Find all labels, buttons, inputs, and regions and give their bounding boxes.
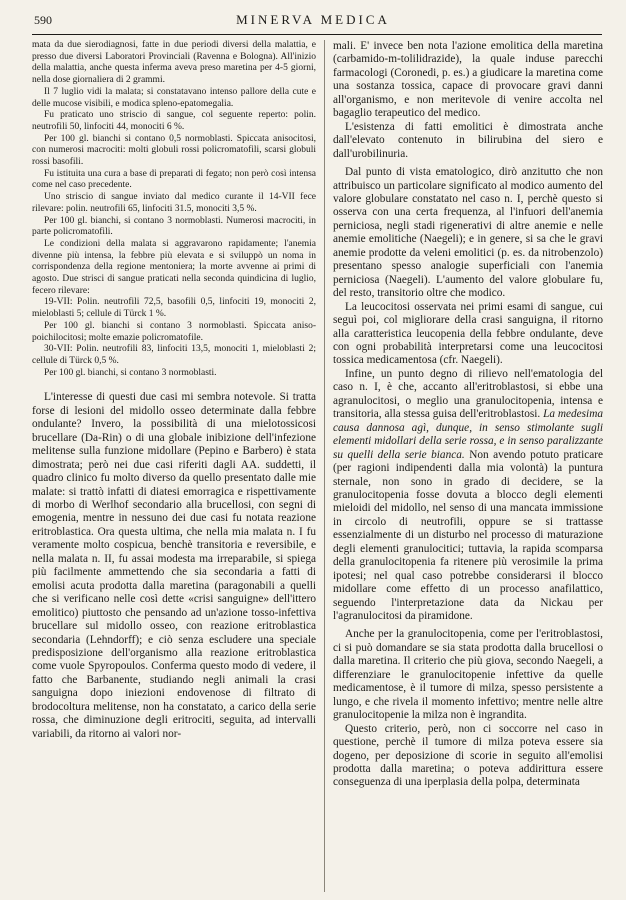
case-report-block — [32, 40, 316, 379]
page-number: 590 — [34, 13, 52, 27]
case-paragraph: Il 7 luglio vidi la malata; si constatavano intenso pallore della cute e delle mucose visibili, e modica spleno-epatomegalia. — [32, 86, 316, 109]
case-paragraph: 19-VII: Polin. neutrofili 72,5, basofili 0,5, linfociti 19, monociti 2, mieloblasti 5; cellule di Türck 1 %. — [32, 297, 316, 320]
page-header — [0, 0, 626, 40]
right-column — [333, 40, 603, 790]
discussion-block — [32, 391, 316, 741]
left-column — [32, 40, 316, 741]
case-paragraph: Per 100 gl. bianchi si contano 3 normoblasti. Spiccata aniso-poichilocitosi; molte emazie policromatofile. — [32, 320, 316, 343]
case-paragraph: Per 100 gl. bianchi, si contano 3 normoblasti. Numerosi macrociti, in parte policromatofili. — [32, 215, 316, 238]
header-rule — [32, 34, 602, 35]
body-sentence: Infine, un punto degno di rilievo nell'ematologia del caso n. I, è che, accanto all'eritroblastosi, si ebbe una agranulocitosi, o meglio una granulocitopenia, intensa e transitoria, alla stessa guisa dell'eritroblastosi. — [333, 367, 603, 421]
body-paragraph: Questo criterio, però, non ci soccorre nel caso in questione, perchè il tumore di milza poteva essere sia dogeno, per deposizione di scorie in seguito all'emolisi prodotta dalla maretina; o poteva addirittura essere conseguenza di una iperplasia della polpa, determinata — [333, 722, 603, 789]
italic-sentence: La medesima causa dannosa agì, dunque, in senso stimolante sugli elementi midollari della serie rossa, e in senso paralizzante su quelli della serie bianca. — [333, 408, 603, 461]
section-gap — [32, 379, 316, 391]
case-paragraph: Fu istituita una cura a base di preparati di fegato; non però così intensa come nel caso precedente. — [32, 168, 316, 191]
case-paragraph: Fu praticato uno striscio di sangue, col seguente reperto: polin. neutrofili 50, linfociti 44, monociti 6 %. — [32, 110, 316, 132]
body-sentence: Non avendo potuto praticare (per ragioni indipendenti dalla mia volontà) la puntura sternale, non sono in grado di decidere, se la granulocitopenia fosse dovuta a blocco degli elementi mieloidi del midollo, nel senso di una mancata immissione in circolo di neutrofili, oppure se si trattasse essenzialmente di un disturbo nel processo di maturazione degli elementi granulocitici; tuttavia, la rapida scomparsa della granulocitopenia fa ritenere più verosimile la prima ipotesi; nel qual caso potrebbe considerarsi il blocco midollare come effetto di un processo anafilattico, seguendo l'interpretazione data da Nickau per l'agranulocitosi da piramidone. — [333, 448, 604, 623]
body-paragraph: mali. E' invece ben nota l'azione emolitica della maretina (carbamido-m-tolilidrazide), la quale induse parecchi farmacologi (Coronedi, p. es.) a giudicare la maretina come una sostanza tossica, capace di provocare gravi danni all'organismo, e non meritevole di venire accolta nel bagaglio terapeutico del medico. — [333, 40, 603, 120]
case-paragraph: 30-VII: Polin. neutrofili 83, linfociti 13,5, monociti 1, mieloblasti 2; cellule di Türck 0,5 %. — [32, 344, 316, 366]
body-paragraph: L'esistenza di fatti emolitici è dimostrata anche dall'elevato contenuto in bilirubina del siero e dall'urobilinuria. — [333, 120, 603, 160]
case-paragraph: Uno striscio di sangue inviato dal medico curante il 14-VII fece rilevare: polin. neutrofili 65, linfociti 31.5, monociti 3,5 %. — [32, 192, 316, 214]
journal-title: MINERVA MEDICA — [236, 12, 390, 27]
case-paragraph: Per 100 gl. bianchi si contano 0,5 normoblasti. Spiccata anisocitosi, con numerosi macrociti: molti globuli rossi policromatofili, scarsi globuli rossi basofili. — [32, 133, 316, 168]
body-paragraph: Anche per la granulocitopenia, come per l'eritroblastosi, ci si può domandare se sia stata prodotta dalla brucellosi o dalla maretina. Il criterio che più giova, secondo Naegeli, a differenziare le granulocitopenie infettive da quelle medicamentose, è il tumore di milza, spesso persistente a lungo, e che rivela il momento infettivo; mentre nelle altre granulocitopenie la milza non è ingrandita. — [333, 628, 603, 722]
column-divider — [324, 40, 325, 892]
case-paragraph: mata da due sierodiagnosi, fatte in due periodi diversi della malattia, e presso due diversi Laboratori Provinciali (Ravenna e Bologna). All'inizio della malattia, anche questa inferma aveva preso maretina per 4-5 giorni, nella dose giornaliera di 2 grammi. — [32, 40, 316, 86]
body-paragraph — [333, 368, 603, 624]
body-paragraph: L'interesse di questi due casi mi sembra notevole. Si tratta forse di lesioni del midollo osseo determinate dalla febbre ondulante? Invero, la possibilità di una mielotossicosi brucellare (Da-Rin) o di una globale inibizione dell'infezione melitense sulla funzione midollare (Pepino e Barbero) è stata dimostrata; però nei due casi riferiti dagli AA. suddetti, il quadro clinico fu molto diverso da quello presentato dalle mie malate: si trattò infatti di diatesi emorragica e rispettivamente di morbo di Werlhof secondario alla brucellosi, con segni di emogenia, mentre in nessuno dei due casi fu notata reazione eritroblastica. Ora questa ultima, che nella mia malata n. I fu veramente molto cospicua, benchè transitoria e reversibile, e nella malata n. II, fu assai modesta ma irreparabile, si spiega più facilmente ammettendo che sia secondaria a fatti di emolisi acuta prodotta dalla maretina (paragonabili a quelli che si verificano nelle così dette «crisi sanguigne» dell'ittero emolitico) piuttosto che pensando ad un'azione tosso-infettiva brucellare sul midollo osseo, con reazione eritroblastica secondaria (Lehndorff); e ciò senza escludere una speciale predisposizione dell'organismo alla reazione eritroblastica come vuole Spyropoulos. Conferma questo modo di vedere, il fatto che Barbanente, studiando negli animali la crasi sanguigna dopo iniezioni endovenose di filtrato di brodocoltura melitense, non ha constatato, a carico della serie rossa, che diminuzione degli eritrociti, seguita, ad intervalli variabili, da ritorno ai valori nor- — [32, 391, 316, 740]
case-paragraph: Le condizioni della malata si aggravarono rapidamente; l'anemia divenne più intensa, la febbre più elevata e si sviluppò un noma in corrispondenza della regione mentoniera; la morte avvenne ai primi di agosto. Due strisci di sangue praticati nella seconda quindicina di luglio, fecero rilevare: — [32, 238, 316, 296]
body-paragraph: Dal punto di vista ematologico, dirò anzitutto che non attribuisco un particolare significato al modico aumento del valore globulare constatato nel caso n. I, perchè questo si osserva con una certa frequenza, al l'infuori dell'anemia perniciosa, negli stadi rigenerativi di altre anemie e nelle anemie emolitiche (Naegeli); e in genere, si sa che le gravi anemie prodotte da veleni emolitici (p. es. da nitrobenzolo) presentano spesso analogie superficiali con l'anemia perniciosa (Naegeli). L'aumento del valore globulare fu, del resto, transitorio oltre che modico. — [333, 166, 603, 300]
body-paragraph: La leucocitosi osservata nei primi esami di sangue, cui seguì poi, col migliorare della crasi sanguigna, il ritorno alla caratteristica leucopenia della febbre ondulante, deve con ogni probabilità interpretarsi come una leucocitosi tossica medicamentosa (cfr. Naegeli). — [333, 300, 603, 367]
discussion-continued — [333, 40, 603, 790]
case-paragraph: Per 100 gl. bianchi, si contano 3 normoblasti. — [44, 367, 217, 378]
